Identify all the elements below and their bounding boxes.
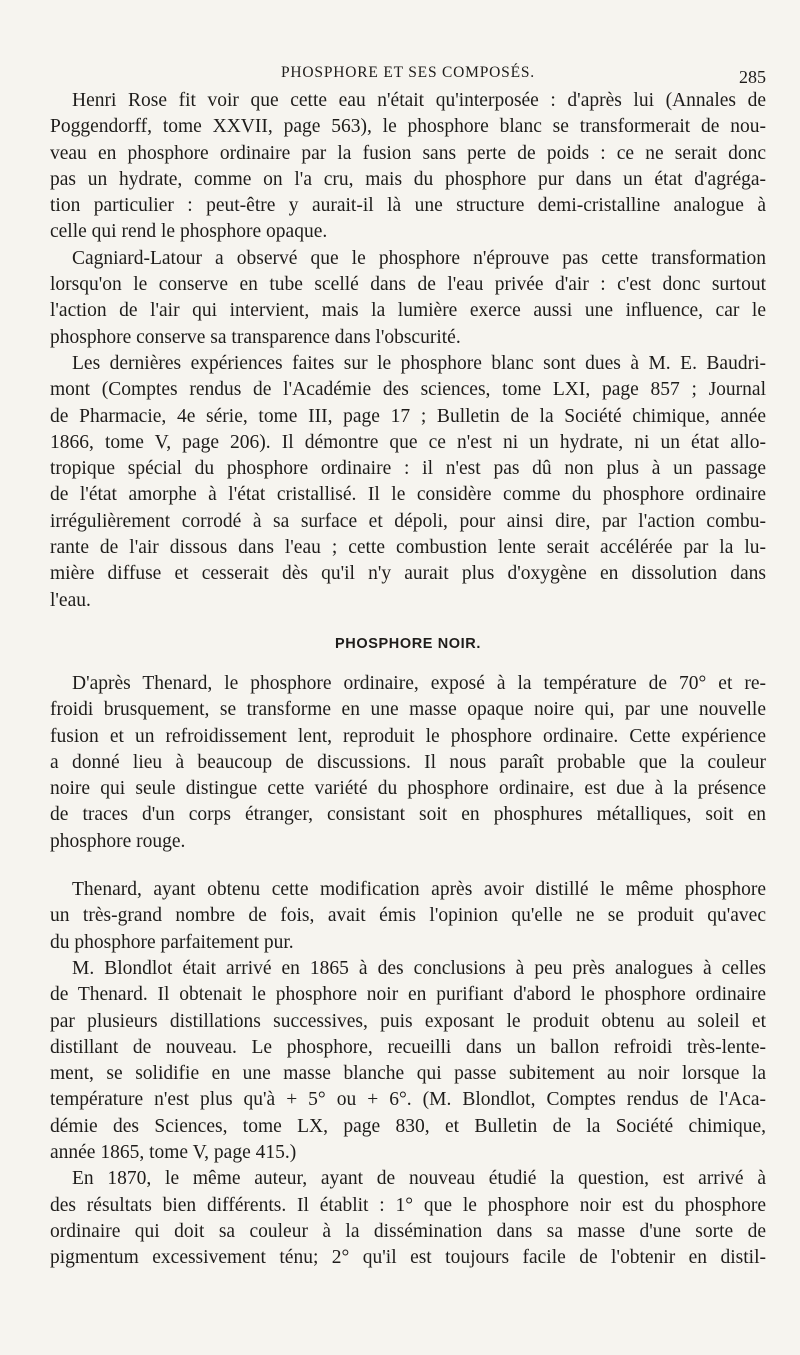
paragraph-spacer: [50, 855, 766, 877]
text-line: En 1870, le même auteur, ayant de nouveau étudié la question, est arrivé à: [72, 1168, 766, 1190]
text-line: noire qui seule distingue cette variété du phosphore ordinaire, est due à la présence: [50, 778, 766, 800]
paragraph-blondlot-1870: [50, 1166, 766, 1271]
running-header: [50, 64, 766, 88]
running-title: PHOSPHORE ET SES COMPOSÉS.: [281, 64, 535, 81]
text-line: 1866, tome V, page 206). Il démontre que ce n'est ni un hydrate, ni un état allo-: [50, 431, 766, 453]
text-line: tropique spécial du phosphore ordinaire : il n'est pas dû non plus à un passage: [50, 458, 766, 480]
text-line: par plusieurs distillations successives, puis exposant le produit obtenu au soleil et: [50, 1010, 766, 1032]
text-line: veau en phosphore ordinaire par la fusion sans perte de poids : ce ne serait donc: [50, 142, 766, 164]
text-line: celle qui rend le phosphore opaque.: [50, 221, 328, 243]
text-body: [50, 88, 766, 1271]
text-line: ordinaire qui doit sa couleur à la dissémination dans sa masse d'une sorte de: [50, 1220, 766, 1242]
text-line: phosphore rouge.: [50, 830, 186, 852]
text-line: irrégulièrement corrodé à sa surface et dépoli, pour ainsi dire, par l'action combu-: [50, 510, 766, 532]
page-number: 285: [739, 67, 766, 87]
text-line: Les dernières expériences faites sur le phosphore blanc sont dues à M. E. Baudri-: [72, 352, 766, 374]
text-line: l'eau.: [50, 589, 91, 611]
text-line: année 1865, tome V, page 415.): [50, 1141, 297, 1163]
text-line: froidi brusquement, se transforme en une masse opaque noire qui, par une nouvelle: [50, 699, 766, 721]
text-line: Cagniard-Latour a observé que le phosphore n'éprouve pas cette transformation: [72, 247, 766, 269]
text-line: M. Blondlot était arrivé en 1865 à des conclusions à peu près analogues à celles: [72, 957, 766, 979]
text-line: Poggendorff, tome XXVII, page 563), le phosphore blanc se transformerait de nou-: [50, 116, 766, 138]
paragraph-thenard-1: [50, 671, 766, 855]
paragraph-cagniard-latour: [50, 246, 766, 351]
text-line: de traces d'un corps étranger, consistant soit en phosphures métalliques, soit en: [50, 804, 766, 826]
text-line: démie des Sciences, tome LX, page 830, et Bulletin de la Société chimique,: [50, 1115, 766, 1137]
paragraph-thenard-2: [50, 877, 766, 956]
text-line: fusion et un refroidissement lent, reproduit le phosphore ordinaire. Cette expérience: [50, 725, 766, 747]
text-line: rante de l'air dissous dans l'eau ; cette combustion lente serait accélérée par la lu-: [50, 537, 766, 559]
text-line: de l'état amorphe à l'état cristallisé. Il le considère comme du phosphore ordinaire: [50, 484, 766, 506]
text-line: pas un hydrate, comme on l'a cru, mais du phosphore pur dans un état d'agréga-: [50, 168, 766, 190]
text-line: un très-grand nombre de fois, avait émis l'opinion qu'elle ne se produit qu'avec: [50, 905, 766, 927]
text-line: des résultats bien différents. Il établit : 1° que le phosphore noir est du phosphore: [50, 1194, 766, 1216]
text-line: mière diffuse et cesserait dès qu'il n'y aurait plus d'oxygène en dissolution dans: [50, 563, 766, 585]
text-line: Henri Rose fit voir que cette eau n'était qu'interposée : d'après lui (Annales de: [72, 90, 766, 111]
paragraph-blondlot-1865: [50, 956, 766, 1166]
text-line: de Thenard. Il obtenait le phosphore noir en purifiant d'abord le phosphore ordinaire: [50, 984, 766, 1006]
text-line: mont (Comptes rendus de l'Académie des sciences, tome LXI, page 857 ; Journal: [50, 379, 766, 401]
paragraph-baudrimont: [50, 351, 766, 614]
text-line: phosphore conserve sa transparence dans l'obscurité.: [50, 326, 461, 348]
text-line: a donné lieu à beaucoup de discussions. Il nous paraît probable que la couleur: [50, 751, 766, 773]
text-line: du phosphore parfaitement pur.: [50, 931, 294, 953]
text-line: tion particulier : peut-être y aurait-il là une structure demi-cristalline analogue à: [50, 195, 766, 217]
paragraph-rose: [50, 88, 766, 246]
text-line: l'action de l'air qui intervient, mais la lumière exerce aussi une influence, car le: [50, 300, 766, 322]
text-line: Thenard, ayant obtenu cette modification après avoir distillé le même phosphore: [72, 879, 766, 901]
section-title: PHOSPHORE NOIR.: [335, 635, 481, 652]
text-line: lorsqu'on le conserve en tube scellé dans de l'eau privée d'air : c'est donc surtout: [50, 274, 766, 296]
text-line: distillant de nouveau. Le phosphore, recueilli dans un ballon refroidi très-lente-: [50, 1036, 766, 1058]
text-line: pigmentum excessivement ténu; 2° qu'il est toujours facile de l'obtenir en distil-: [50, 1247, 766, 1269]
text-line: de Pharmacie, 4e série, tome III, page 17 ; Bulletin de la Société chimique, année: [50, 405, 766, 427]
text-line: D'après Thenard, le phosphore ordinaire, exposé à la température de 70° et re-: [72, 672, 766, 694]
text-line: ment, se solidifie en une masse blanche qui passe subitement au noir lorsque la: [50, 1063, 766, 1085]
text-line: température n'est plus qu'à + 5° ou + 6°. (M. Blondlot, Comptes rendus de l'Aca-: [50, 1089, 766, 1111]
